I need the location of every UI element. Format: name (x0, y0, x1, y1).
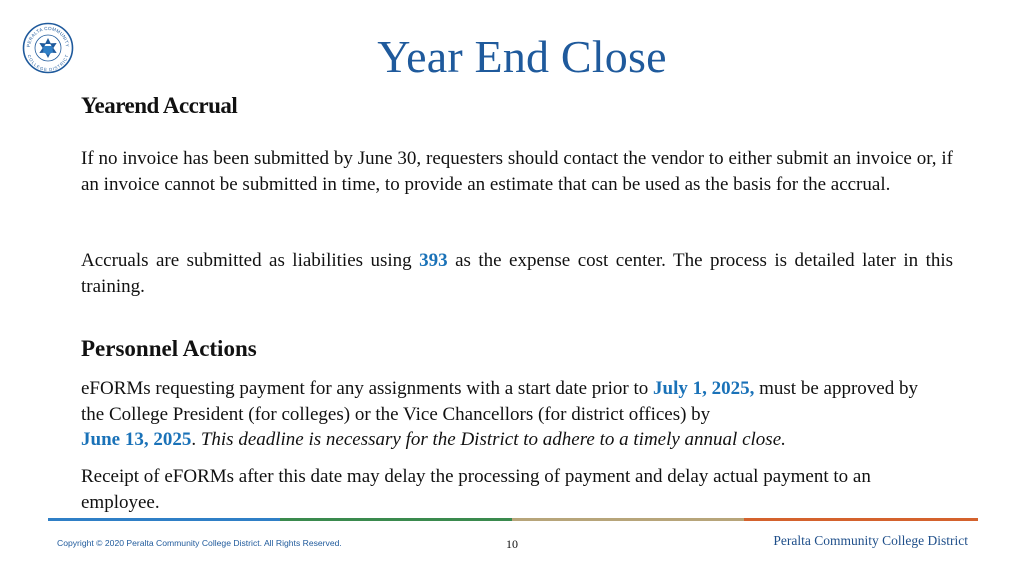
seal-text-bottom: COLLEGE DISTRICT (26, 53, 70, 73)
personnel-text-2: must be approved by the College President (for colleges) or the Vice Chancellors (for district offices) by (81, 378, 918, 425)
seal-text-top: PERALTA COMMUNITY (25, 25, 71, 48)
accrual-paragraph-2 (81, 248, 953, 299)
slide-title: Year End Close (377, 31, 667, 82)
date-highlight-july: July 1, 2025, (653, 378, 755, 399)
deadline-note: This deadline is necessary for the District to adhere to a timely annual close. (200, 429, 786, 450)
footer-rule-blue (48, 518, 280, 521)
district-name: Peralta Community College District (773, 533, 968, 548)
date-highlight-june: June 13, 2025 (81, 429, 192, 450)
heading-personnel-actions: Personnel Actions (81, 336, 257, 361)
accrual-text-before: Accruals are submitted as liabilities using (81, 250, 412, 271)
page-number: 10 (506, 537, 518, 551)
footer-rule-tan (512, 518, 744, 521)
heading-yearend-accrual: Yearend Accrual (81, 93, 238, 118)
personnel-paragraph-1 (81, 376, 941, 453)
personnel-punct: . (191, 429, 197, 450)
personnel-paragraph-2: Receipt of eFORMs after this date may delay the processing of payment and delay actual payment to an employee. (81, 466, 871, 513)
cost-center-highlight: 393 (419, 250, 448, 271)
footer-rule-orange (744, 518, 978, 521)
personnel-text-1: eFORMs requesting payment for any assignments with a start date prior to (81, 378, 649, 399)
accrual-text-after: as the expense cost center. The process is detailed later in this training. (81, 250, 954, 297)
footer-rule-green (280, 518, 512, 521)
accrual-paragraph-1: If no invoice has been submitted by June 30, requesters should contact the vendor to either submit an invoice or, if an invoice cannot be submitted in time, to provide an estimate that can be used as the basis for the accrual. (81, 148, 953, 195)
copyright-notice: Copyright © 2020 Peralta Community College District. All Rights Reserved. (57, 538, 342, 548)
